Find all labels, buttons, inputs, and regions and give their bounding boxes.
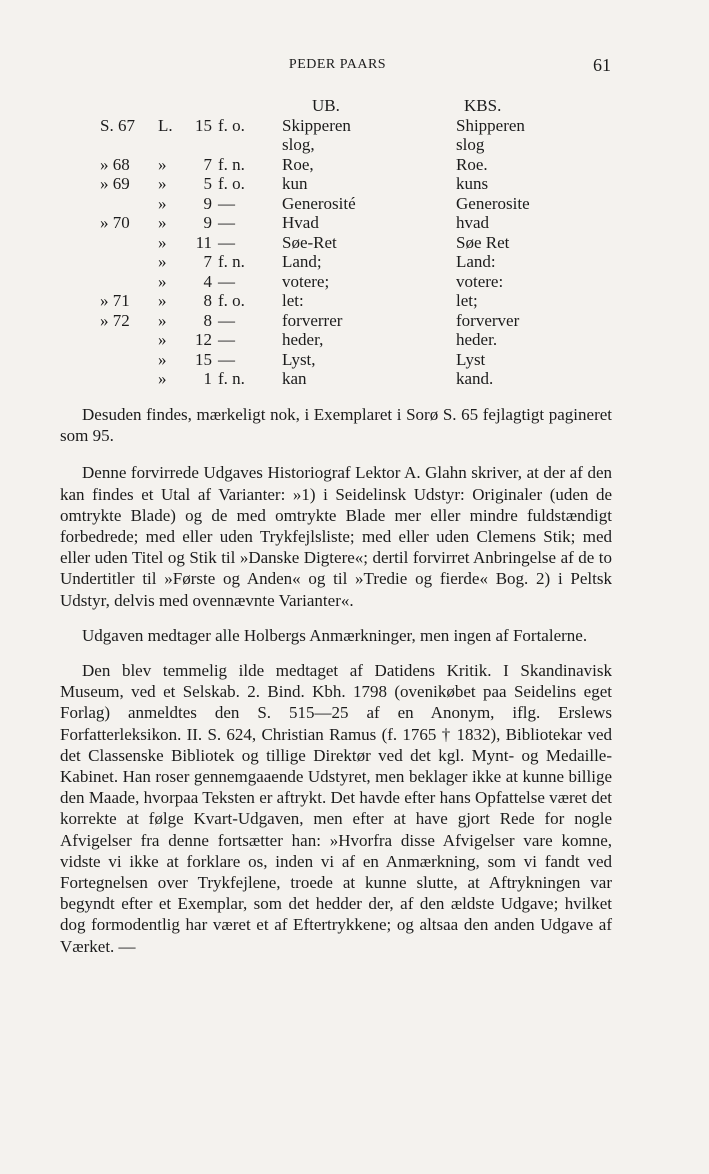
page-header [60, 55, 615, 79]
cell-line: » [158, 291, 167, 310]
table-row [100, 330, 604, 350]
cell-ub-reading: Generosité [282, 193, 356, 213]
body-text [60, 404, 612, 971]
cell-kbs-reading: let; [456, 291, 478, 310]
cell-ub-reading: let: [282, 291, 304, 310]
cell-ub-reading: Hvad [282, 213, 319, 232]
cell-page: S. 67 [100, 115, 135, 135]
cell-kbs-reading: Søe Ret [456, 232, 510, 252]
cell-position: f. n. [218, 369, 245, 388]
column-header-ub: UB. [312, 96, 340, 115]
cell-line: » [158, 154, 167, 174]
cell-page: » 70 [100, 213, 130, 232]
cell-ub-reading: Skipperen [282, 115, 351, 135]
table-row [100, 213, 604, 233]
table-row [100, 291, 604, 311]
cell-position: — [218, 349, 235, 369]
paragraph-1: Desuden findes, mærkeligt nok, i Exemplaret i Sorø S. 65 fejlagtigt pagineret som 95. [60, 405, 612, 446]
cell-kbs-reading: Shipperen [456, 115, 525, 135]
cell-number: 5 [203, 174, 212, 193]
cell-number: 9 [203, 193, 212, 213]
paragraph-2: Denne forvirrede Udgaves Historiograf Lektor A. Glahn skriver, at der af den kan findes et Utal af Varianter: »1) i Seidelinsk Udstyr: Originaler (uden de omtrykte Blade) og de med omtrykte Blade mer eller mindre fuldstændigt forbedrede; med eller uden Trykfejlsliste; med eller uden Clemens Stik; med eller uden Titel og Stik til »Danske Digtere«; dertil forvirret Anbringelse af de to Undertitler til »Første og Anden« og til »Tredie og fierde« Bog. 2) i Peltsk Udstyr, delvis med ovennævnte Varianter«. [60, 463, 612, 610]
cell-line: » [158, 174, 167, 193]
table-row [100, 369, 604, 389]
running-title: PEDER PAARS [288, 57, 387, 72]
table-row [100, 272, 604, 292]
table-row [100, 174, 604, 194]
cell-kbs-reading: Generosite [456, 193, 530, 213]
cell-number: 12 [195, 330, 212, 349]
cell-ub-reading: Land; [282, 252, 322, 271]
cell-ub-reading: slog, [282, 135, 315, 154]
table-row [100, 155, 604, 175]
cell-kbs-reading: Land: [456, 252, 496, 271]
cell-kbs-reading: hvad [456, 213, 490, 232]
cell-ub-reading: forverrer [282, 310, 343, 330]
paragraph-3: Udgaven medtager alle Holbergs Anmærkninger, men ingen af Fortalerne. [82, 625, 588, 645]
cell-line: » [158, 330, 167, 349]
cell-ub-reading: Roe, [282, 154, 314, 174]
cell-number: 7 [203, 154, 212, 174]
cell-position: — [218, 232, 235, 252]
cell-page: » 71 [100, 291, 130, 310]
cell-page [100, 330, 158, 350]
table-row [100, 233, 604, 253]
cell-position: — [218, 330, 235, 349]
cell-kbs-reading: heder. [456, 330, 498, 349]
cell-ub-reading: kan [282, 369, 307, 388]
cell-number: 15 [195, 115, 212, 135]
cell-number: 8 [203, 310, 212, 330]
cell-position: f. o. [218, 174, 245, 193]
table-header-row [100, 96, 604, 116]
cell-number: 11 [195, 232, 212, 252]
cell-page [100, 350, 158, 370]
page-number: 61 [593, 55, 611, 75]
cell-page [100, 233, 158, 253]
cell-ub-reading: votere; [282, 271, 330, 291]
cell-line: L. [158, 115, 173, 135]
column-header-kbs: KBS. [464, 96, 502, 115]
cell-line: » [158, 252, 167, 271]
cell-line: » [158, 271, 167, 291]
paragraph-4: Den blev temmelig ilde medtaget af Datidens Kritik. I Skandinavisk Museum, ved et Selskab. 2. Bind. Kbh. 1798 (ovenikøbet paa Seidelins eget Forlag) anmeldtes den S. 515—25 af en Anonym, iflg. Erslews Forfatterleksikon. II. S. 624, Christian Ramus (f. 1765 † 1832), Bibliotekar ved det Classenske Bibliotek og tillige Direktør ved det kgl. Mynt- og Medaille-Kabinet. Han roser gennemgaaende Udstyret, men beklager ikke at kunne billige den Maade, hvorpaa Teksten er aftrykt. Det havde efter hans Opfattelse været det korrekte at følge Kvart-Udgaven, men efter at have gjort Rede for nogle Afvigelser fra denne fortsætter han: »Hvorfra disse Afvigelser vare komne, vidste vi ikke at forklare os, inden vi af en Anmærkning, som vi fandt ved Fortegnelsen over Trykfejlene, troede at kunne slutte, at Aftrykningen var begyndt efter et Exemplar, som det hedder der, af den ældste Udgave; hvilket dog formodentlig har været et af Eftertrykkene; og altsaa den anden Udgave af Værket. — [60, 661, 612, 956]
table-row [100, 194, 604, 214]
cell-kbs-reading: kuns [456, 174, 489, 193]
cell-kbs-reading: Roe. [456, 154, 488, 174]
cell-line: » [158, 369, 167, 388]
cell-ub-reading: heder, [282, 330, 324, 349]
cell-line [158, 135, 186, 155]
table-row [100, 311, 604, 331]
variant-table [100, 96, 604, 389]
cell-page [100, 252, 158, 272]
cell-number [186, 135, 218, 155]
cell-number: 7 [203, 252, 212, 271]
cell-position: — [218, 193, 235, 213]
cell-line: » [158, 232, 167, 252]
cell-kbs-reading: kand. [456, 369, 494, 388]
cell-number: 9 [203, 213, 212, 232]
cell-number: 1 [203, 369, 212, 388]
cell-page: » 68 [100, 154, 130, 174]
cell-page [100, 135, 158, 155]
cell-line: » [158, 310, 167, 330]
cell-position: — [218, 310, 235, 330]
table-row [100, 252, 604, 272]
cell-number: 15 [195, 349, 212, 369]
cell-page [100, 194, 158, 214]
cell-page: » 69 [100, 174, 130, 193]
cell-position: — [218, 213, 235, 232]
cell-line: » [158, 349, 167, 369]
cell-page: » 72 [100, 310, 130, 330]
cell-number: 8 [203, 291, 212, 310]
cell-kbs-reading: votere: [456, 271, 504, 291]
table-row [100, 116, 604, 136]
cell-position: f. n. [218, 154, 245, 174]
cell-position: f. o. [218, 291, 245, 310]
cell-position: f. n. [218, 252, 245, 271]
cell-line: » [158, 213, 167, 232]
cell-kbs-reading: slog [456, 135, 485, 154]
variant-rows [100, 116, 604, 389]
table-row [100, 350, 604, 370]
cell-position: f. o. [218, 115, 245, 135]
cell-ub-reading: Lyst, [282, 349, 316, 369]
table-row [100, 135, 604, 155]
cell-ub-reading: kun [282, 174, 308, 193]
cell-page [100, 272, 158, 292]
cell-line: » [158, 193, 167, 213]
cell-position [218, 135, 282, 155]
cell-kbs-reading: Lyst [456, 349, 486, 369]
cell-ub-reading: Søe-Ret [282, 232, 337, 252]
cell-position: — [218, 271, 235, 291]
cell-kbs-reading: forverver [456, 310, 520, 330]
cell-number: 4 [203, 271, 212, 291]
cell-page [100, 369, 158, 389]
